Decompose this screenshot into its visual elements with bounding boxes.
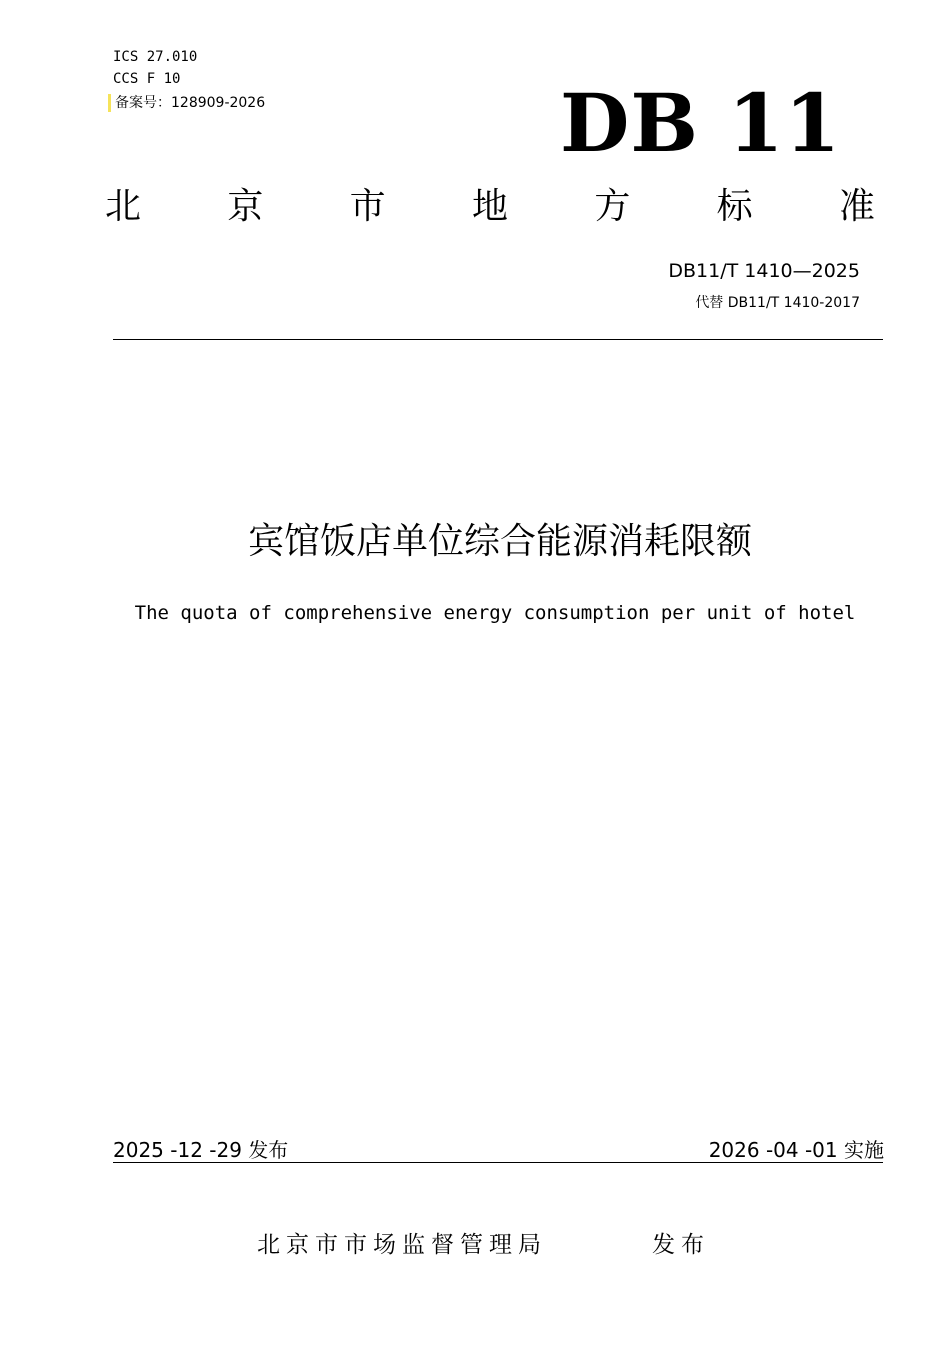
publish-label: 发布 bbox=[652, 1232, 710, 1258]
footer-divider bbox=[113, 1162, 883, 1163]
standard-type-char: 方 bbox=[594, 186, 631, 227]
standard-type-char: 地 bbox=[471, 186, 508, 227]
standard-type bbox=[105, 186, 875, 228]
standard-number: DB11/T 1410—2025 bbox=[668, 260, 860, 282]
standard-type-char: 准 bbox=[838, 186, 875, 227]
effective-date: 2026 -04 -01 实施 bbox=[708, 1138, 884, 1162]
ccs-code: CCS F 10 bbox=[113, 71, 181, 87]
ics-code: ICS 27.010 bbox=[113, 49, 198, 65]
issue-date: 2025 -12 -29 发布 bbox=[113, 1138, 289, 1162]
standard-type-char: 标 bbox=[716, 186, 753, 227]
header-divider bbox=[113, 339, 883, 340]
document-title-zh: 宾馆饭店单位综合能源消耗限额 bbox=[247, 521, 752, 562]
document-title-en: The quota of comprehensive energy consumption per unit of hotel bbox=[134, 602, 856, 624]
replaces-standard: 代替 DB11/T 1410-2017 bbox=[695, 295, 860, 311]
standard-code: DB 11 bbox=[560, 76, 842, 170]
standard-type-char: 北 bbox=[105, 186, 142, 227]
standard-type-char: 市 bbox=[349, 186, 386, 227]
standard-type-char: 京 bbox=[227, 186, 264, 227]
publisher-name: 北京市市场监督管理局 bbox=[257, 1232, 547, 1258]
filing-number: 备案号：128909-2026 bbox=[108, 94, 265, 112]
